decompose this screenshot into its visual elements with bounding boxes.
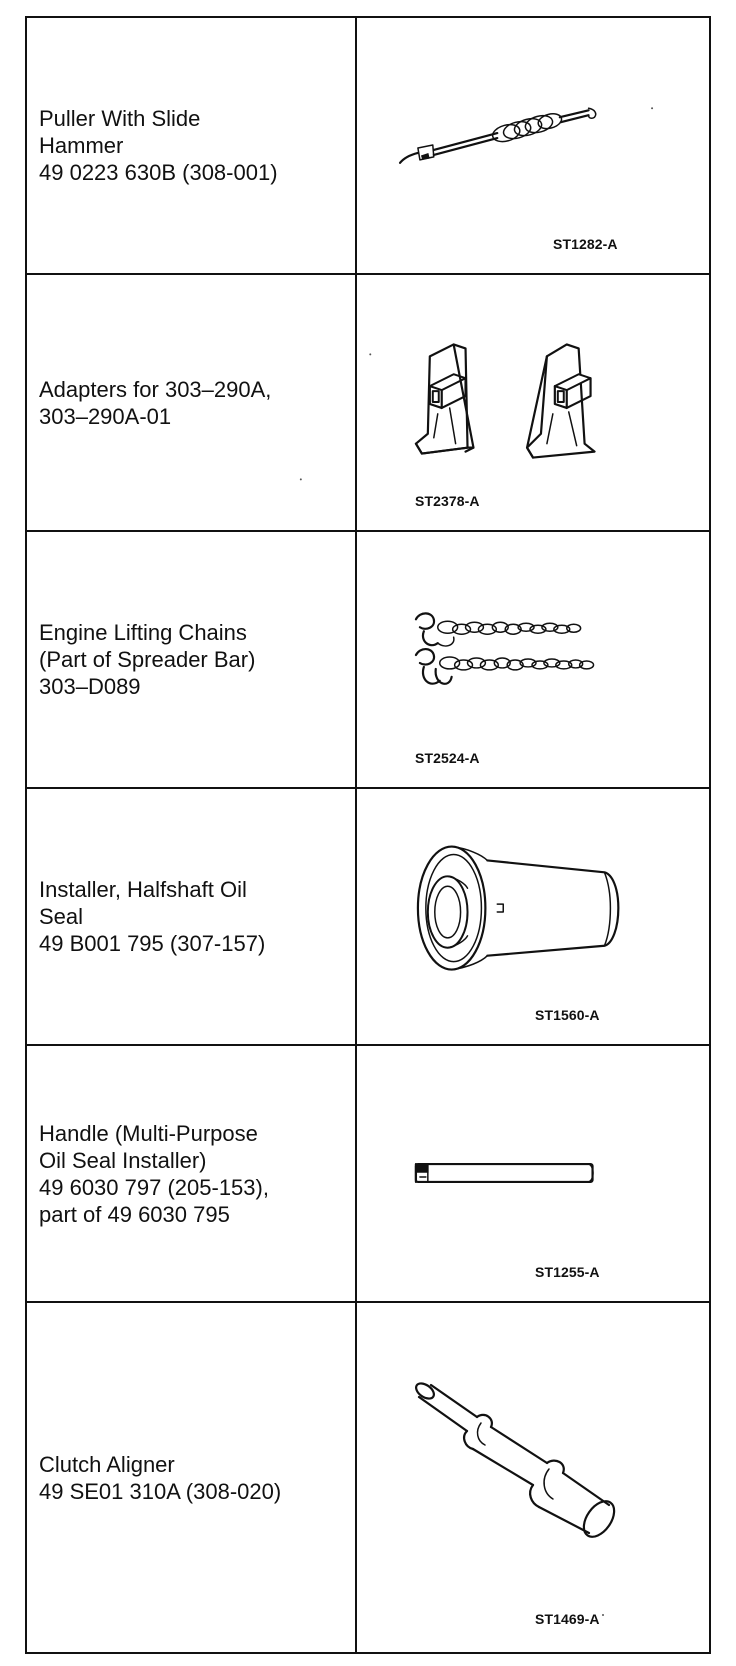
seal-installer-icon xyxy=(357,789,711,1044)
tool-description-cell xyxy=(27,532,357,787)
tool-description-cell xyxy=(27,1303,357,1652)
tool-row xyxy=(27,789,709,1046)
clutch-aligner-icon xyxy=(357,1303,711,1652)
tool-image-cell xyxy=(357,275,711,530)
tool-row xyxy=(27,1046,709,1303)
tool-description: Adapters for 303–290A, 303–290A-01 xyxy=(39,376,272,429)
tool-ref-code: ST1255-A xyxy=(535,1264,600,1280)
tool-image-cell xyxy=(357,1303,711,1652)
tool-description-cell xyxy=(27,275,357,530)
tool-description: Installer, Halfshaft Oil Seal 49 B001 795 (307-157) xyxy=(39,877,266,956)
tool-description-cell xyxy=(27,789,357,1044)
tool-ref-code: ST2524-A xyxy=(415,750,480,766)
tool-description-cell xyxy=(27,18,357,273)
slide-hammer-puller-icon xyxy=(357,18,711,273)
tool-image-cell xyxy=(357,789,711,1044)
tool-description: Clutch Aligner 49 SE01 310A (308-020) xyxy=(39,1451,282,1504)
lifting-chains-icon xyxy=(357,532,711,787)
tool-ref-code: ST1469-A xyxy=(535,1611,600,1627)
tool-row xyxy=(27,275,709,532)
tool-image-cell xyxy=(357,532,711,787)
special-tools-table xyxy=(25,16,711,1654)
tool-row xyxy=(27,532,709,789)
tool-row xyxy=(27,18,709,275)
tool-ref-code: ST1282-A xyxy=(553,236,618,252)
tool-image-cell xyxy=(357,18,711,273)
tool-description-cell xyxy=(27,1046,357,1301)
tool-ref-code: ST1560-A xyxy=(535,1007,600,1023)
tool-description: Handle (Multi-Purpose Oil Seal Installer) 49 6030 797 (205-153), part of 49 6030 795 xyxy=(39,1120,269,1227)
tool-image-cell xyxy=(357,1046,711,1301)
handle-rod-icon xyxy=(357,1046,711,1301)
tool-ref-code: ST2378-A xyxy=(415,493,480,509)
tool-row xyxy=(27,1303,709,1652)
tool-description: Engine Lifting Chains (Part of Spreader Bar) 303–D089 xyxy=(39,620,256,699)
adapter-brackets-icon xyxy=(357,275,711,530)
tool-description: Puller With Slide Hammer 49 0223 630B (308-001) xyxy=(39,106,278,185)
